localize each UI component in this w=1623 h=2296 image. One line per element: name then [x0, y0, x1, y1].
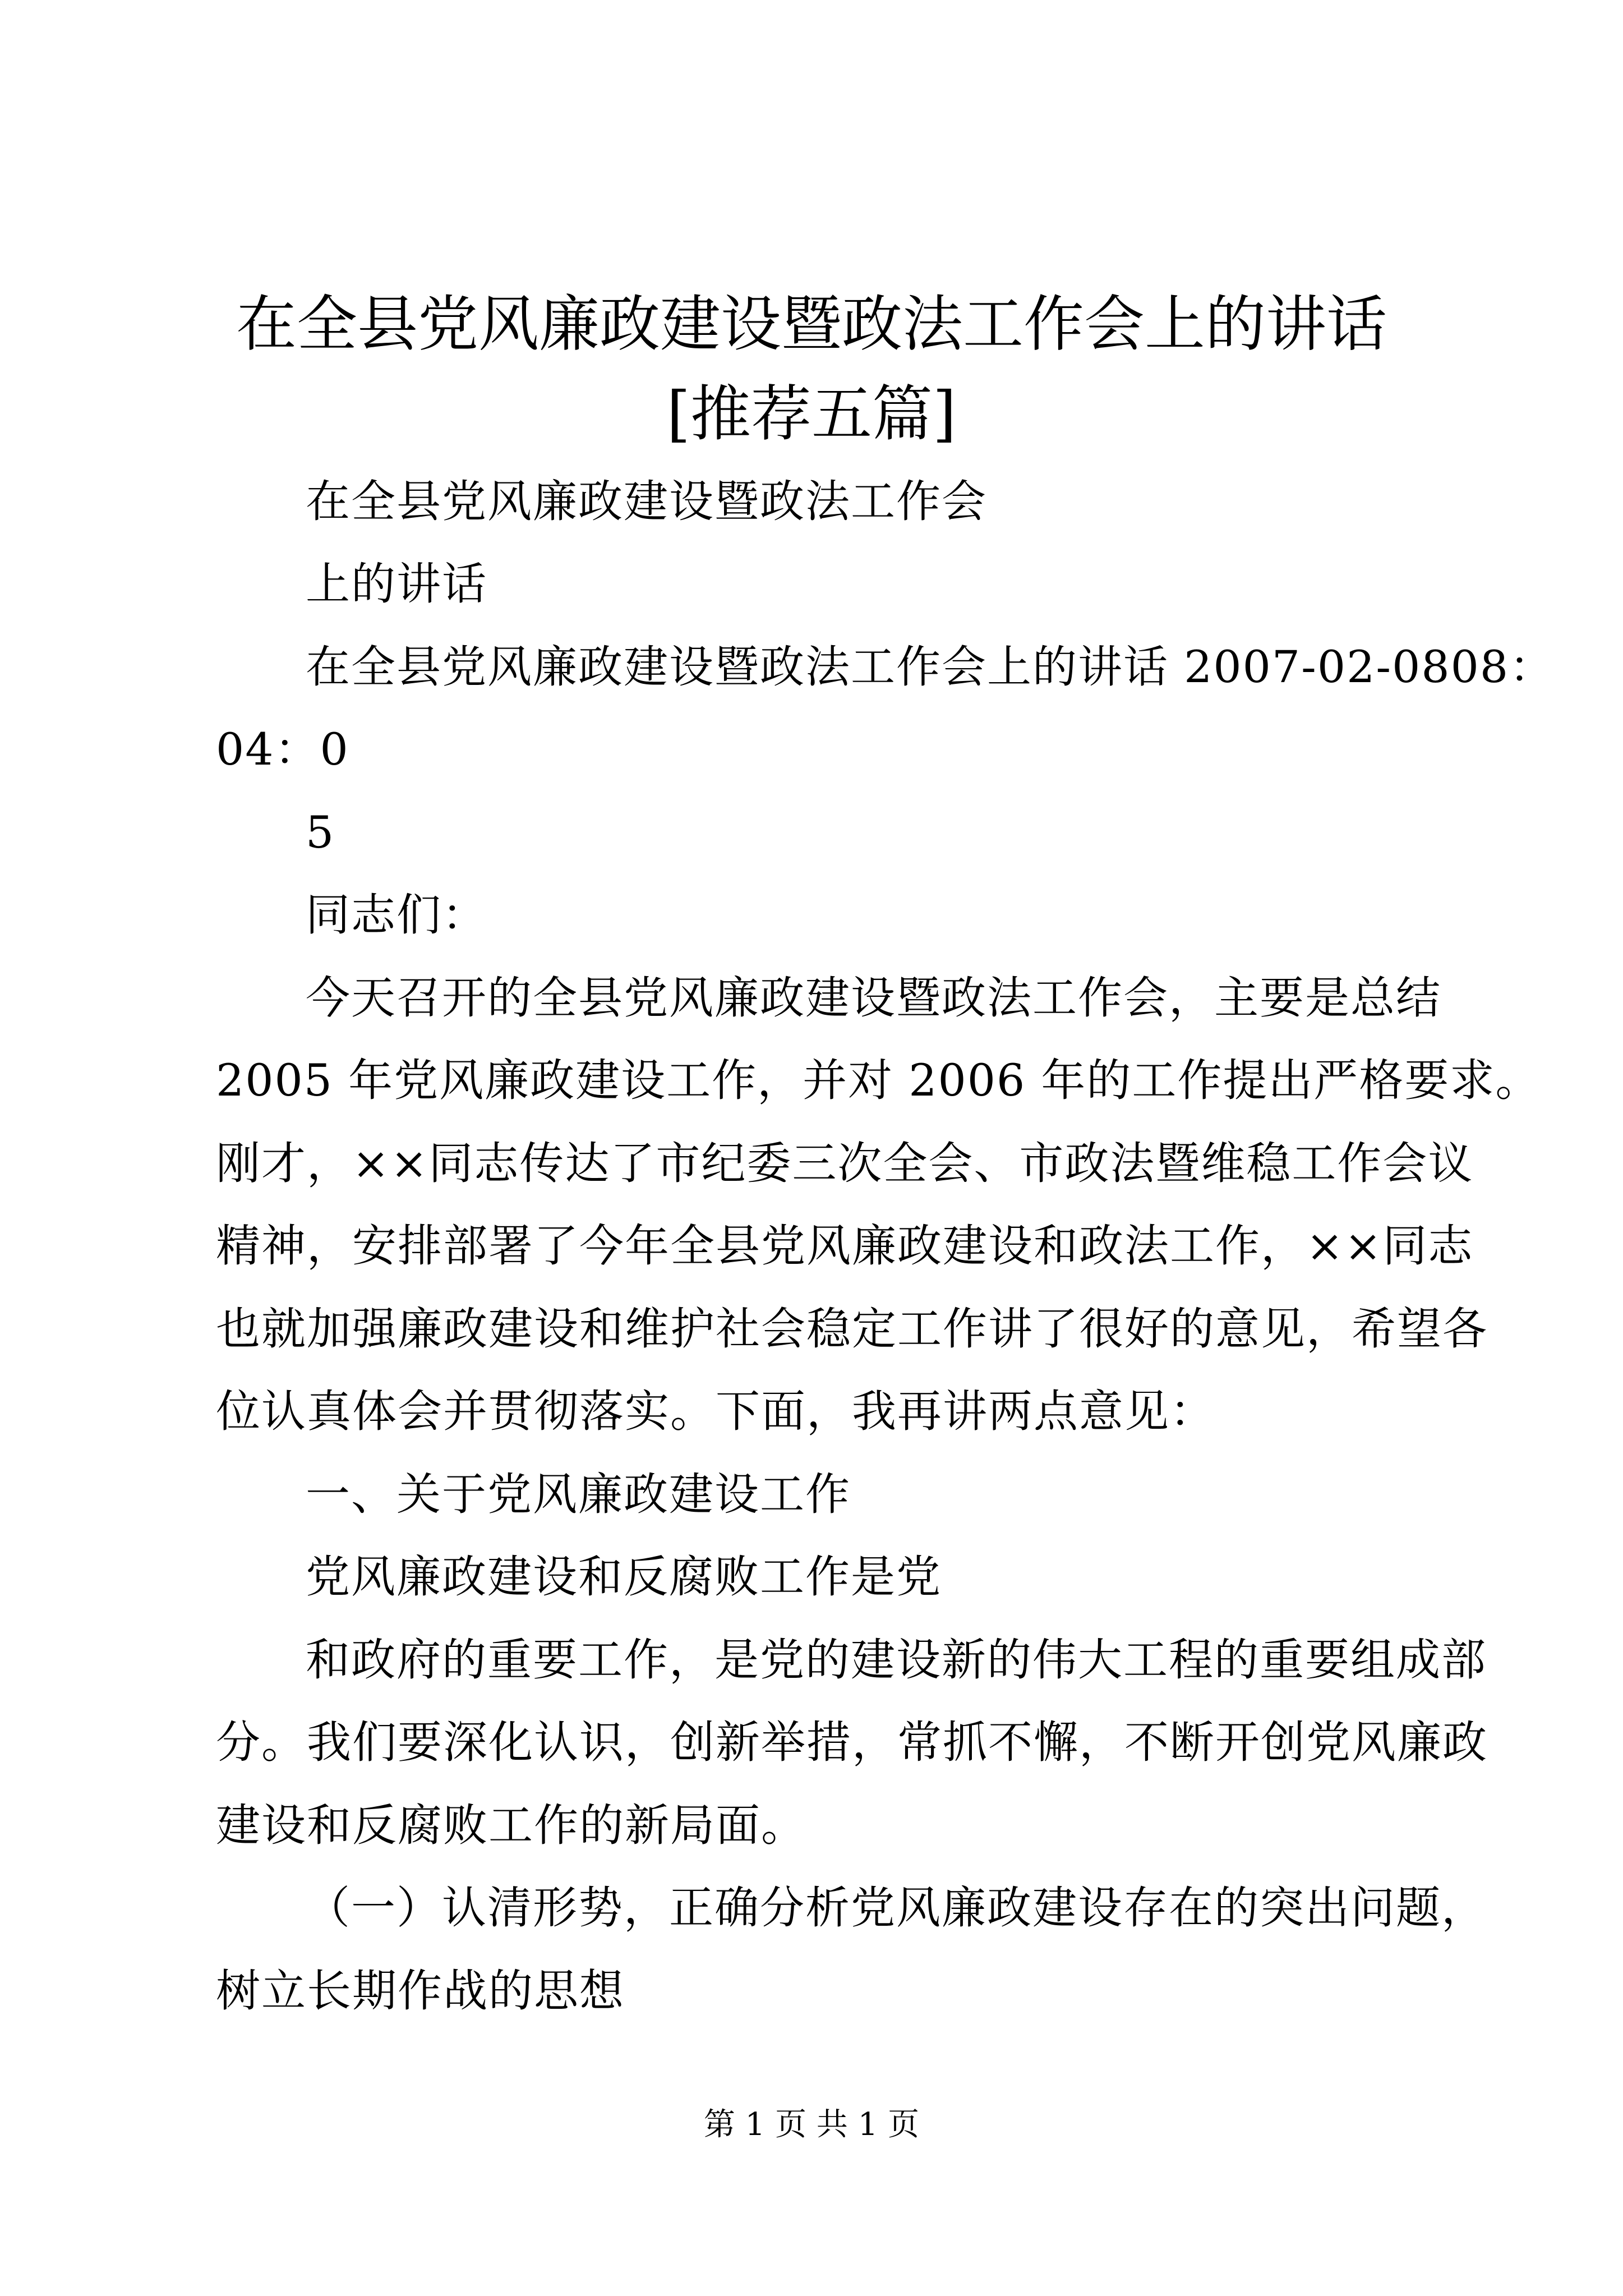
body-line: 今天召开的全县党风廉政建设暨政法工作会，主要是总结	[306, 972, 1441, 1024]
body-line: 同志们：	[306, 889, 487, 941]
body-line: 党风廉政建设和反腐败工作是党	[306, 1551, 942, 1603]
body-line: 精神，安排部署了今年全县党风廉政建设和政法工作，××同志	[216, 1220, 1474, 1272]
body-line: 分。我们要深化认识，创新举措，常抓不懈，不断开创党风廉政	[216, 1717, 1488, 1768]
body-line: 刚才，××同志传达了市纪委三次全会、市政法暨维稳工作会议	[216, 1138, 1474, 1189]
body-line: 2005 年党风廉政建设工作，并对 2006 年的工作提出严格要求。	[216, 1055, 1541, 1106]
body-line: 也就加强廉政建设和维护社会稳定工作讲了很好的意见，希望各	[216, 1303, 1488, 1355]
body-line: 和政府的重要工作，是党的建设新的伟大工程的重要组成部	[306, 1634, 1487, 1686]
body-line: 树立长期作战的思想	[216, 1965, 625, 2017]
body-line: 上的讲话	[306, 558, 487, 610]
document-title-line-2: [推荐五篇]	[666, 379, 957, 449]
body-line: 5	[306, 807, 335, 858]
document-title-line-1: 在全县党风廉政建设暨政法工作会上的讲话	[236, 289, 1387, 360]
section-heading: 一、关于党风廉政建设工作	[306, 1469, 851, 1520]
body-line: 在全县党风廉政建设暨政法工作会上的讲话 2007-02-0808：	[306, 641, 1555, 693]
subsection-heading: （一）认清形势，正确分析党风廉政建设存在的突出问题，	[306, 1882, 1487, 1934]
body-line: 建设和反腐败工作的新局面。	[216, 1800, 806, 1851]
body-line: 在全县党风廉政建设暨政法工作会	[306, 476, 987, 527]
body-line: 04：0	[216, 724, 349, 775]
body-line: 位认真体会并贯彻落实。下面，我再讲两点意见：	[216, 1386, 1215, 1437]
page-footer: 第 1 页 共 1 页	[703, 2106, 920, 2143]
